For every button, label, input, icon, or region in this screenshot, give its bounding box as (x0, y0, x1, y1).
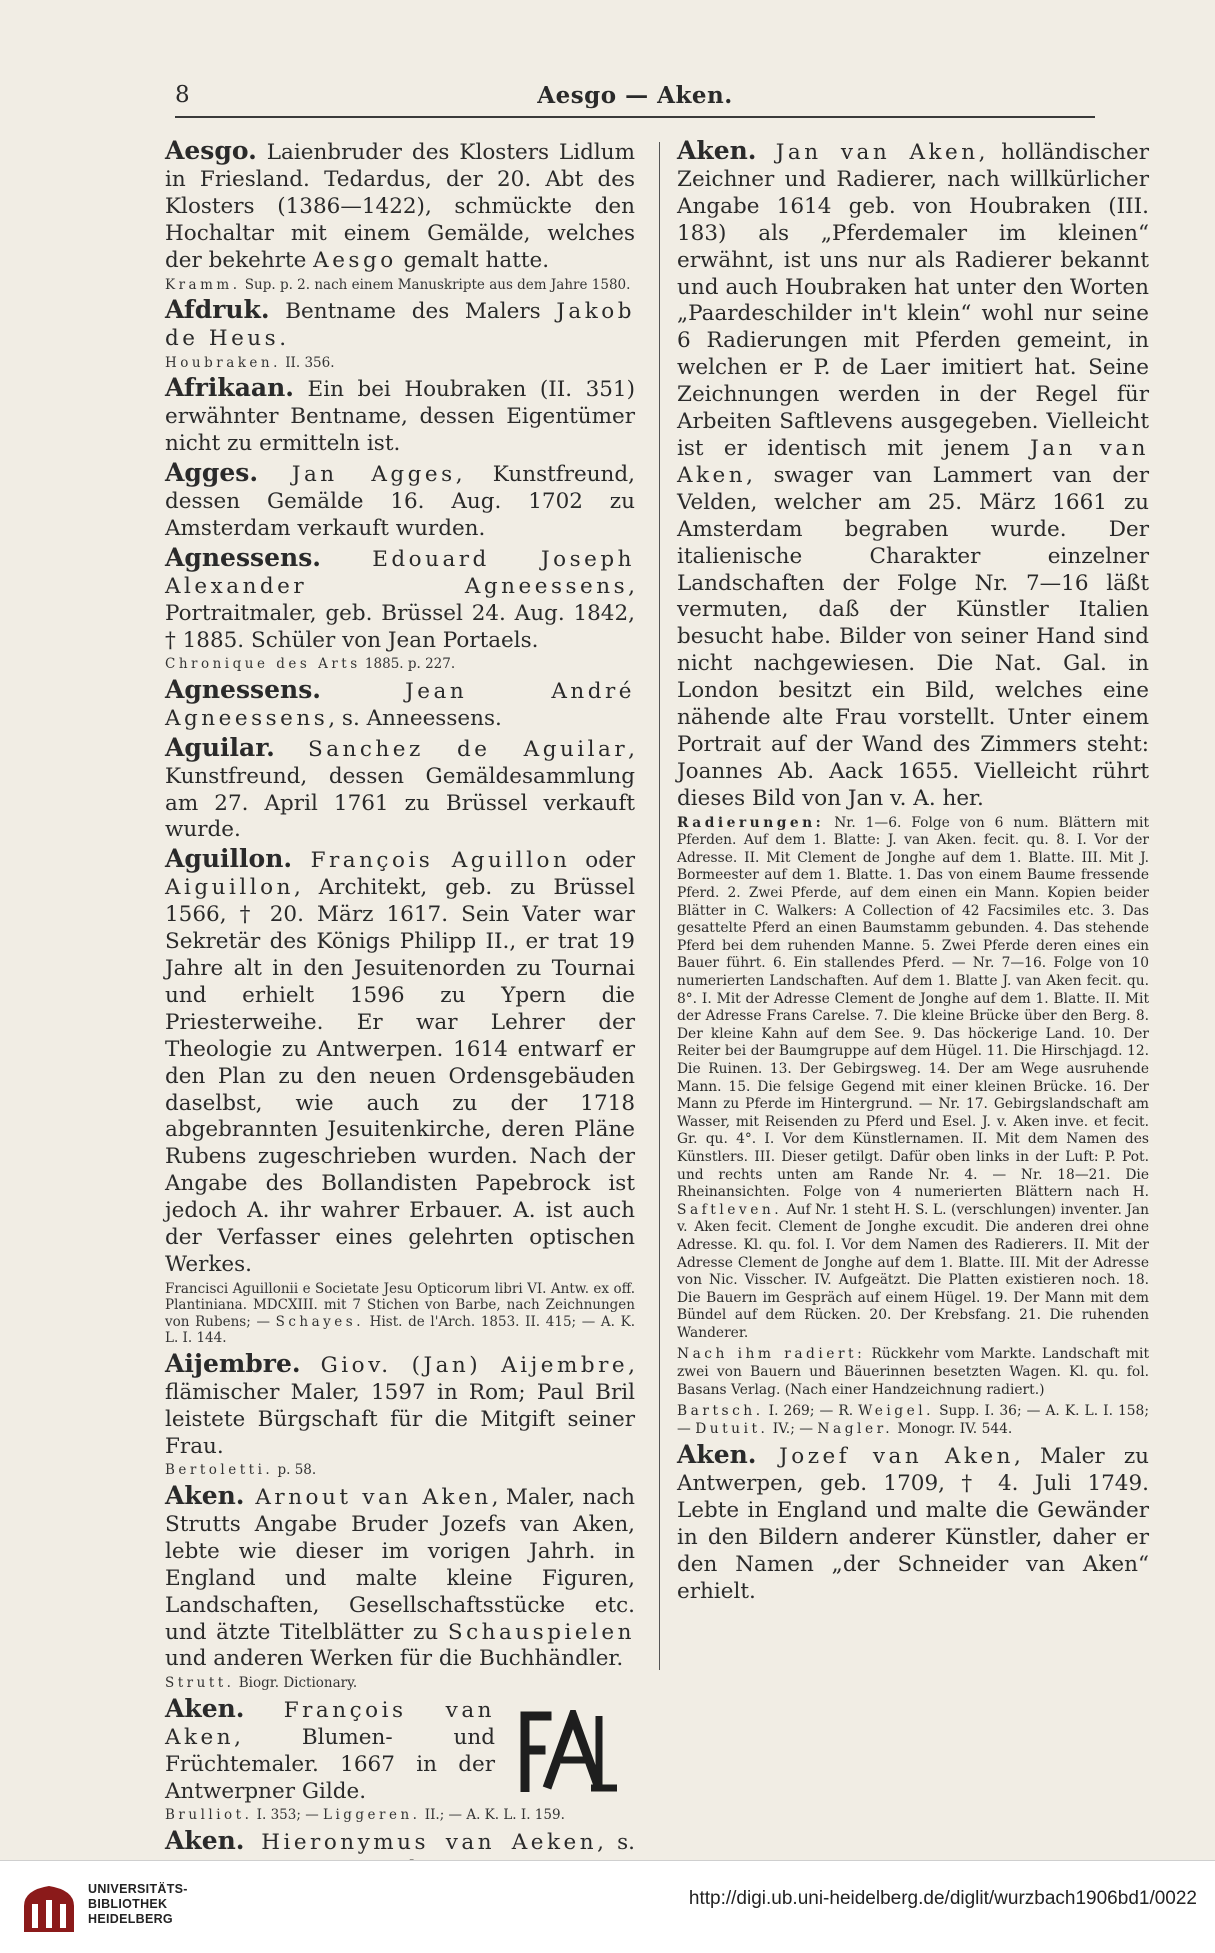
page-header (175, 82, 1095, 114)
footer-rule (0, 1860, 1215, 1861)
source-note: Kramm. Sup. p. 2. nach einem Manuskripte aus dem Jahre 1580. (165, 276, 631, 293)
entry-agges: Agges. Jan Agges, Kunstfreund, dessen Gemälde 16. Aug. 1702 zu Amsterdam verkauft wurden. (165, 458, 635, 541)
entry-aijembre: Aijembre. Giov. (Jan) Aijembre, flämischer Maler, 1597 in Rom; Paul Bril leistete Bürgschaft für die Mitgift seiner Frau. (165, 1348, 635, 1459)
running-title: Aesgo — Aken. (537, 82, 733, 109)
entry-aesgo: Aesgo. Laienbruder des Klosters Lidlum in Friesland. Tedardus, der 20. Abt des Klosters (1386—1422), schmückte den Hochaltar mit einem Gemälde, welches der bekehrte Aesgo gemalt hatte. (165, 136, 635, 273)
page-number: 8 (175, 82, 190, 108)
entry-aken-arnout: Aken. Arnout van Aken, Maler, nach Strutts Angabe Bruder Jozefs van Aken, lebte wie dieser im vorigen Jahrh. in England und malte kleine Figuren, Landschaften, Gesellschaftsstücke etc. und ätzte Titelblätter zu Schauspielen und anderen Werken für die Buchhändler. (165, 1480, 635, 1672)
library-name[interactable]: UNIVERSITÄTS- BIBLIOTHEK HEIDELBERG (88, 1882, 188, 1926)
source-note: Strutt. Biogr. Dictionary. (165, 1675, 358, 1692)
entry-aguilar: Aguilar. Sanchez de Aguilar, Kunstfreund, dessen Gemäldesammlung am 27. April 1761 zu Brüssel verkauft wurde. (165, 732, 635, 843)
entry-aken-jan: Aken. Jan van Aken, holländischer Zeichner und Radierer, nach willkürlicher Angabe 1614 geb. von Houbraken (III. 183) als „Pferdemaler im kleinen“ erwähnt, ist uns nur als Radierer bekannt und auch Houbraken hat unter den Worten „Paardeschilder in't klein“ wohl nur seine 6 Radierungen mit Pferden gemeint, in welchen er P. de Laer imitiert hat. Seine Zeichnungen werden in der Regel für Arbeiten Saftlevens ausgegeben. Vielleicht ist er identisch mit jenem Jan van Aken, swager van Lammert van der Velden, welcher am 25. März 1661 zu Amsterdam begraben wurde. Der italienische Charakter einzelner Landschaften der Folge Nr. 7—16 läßt vermuten, daß der Künstler Italien besucht habe. Bilder von seiner Hand sind nicht nachgewiesen. Die Nat. Gal. in London besitzt ein Bild, welches eine nähende alte Frau vorstellt. Unter einem Portrait auf der Wand des Zimmers steht: Joannes Ab. Aack 1655. Vielleicht rührt dieses Bild von Jan v. A. her. (677, 136, 1149, 811)
header-rule (175, 116, 1095, 118)
entry-agnessens-jean: Agnessens. Jean André Agneessens, s. Anneessens. (165, 674, 635, 731)
left-column (165, 138, 635, 1886)
column-divider (659, 142, 660, 1670)
entry-afrikaan: Afrikaan. Ein bei Houbraken (II. 351) erwähnter Bentname, dessen Eigentümer nicht zu ermitteln ist. (165, 373, 635, 457)
entry-agnessens-edouard: Agnessens. Edouard Joseph Alexander Agneessens, Portraitmaler, geb. Brüssel 24. Aug. 1842, † 1885. Schüler von Jean Portaels. (165, 542, 635, 653)
viewer-footer (0, 1860, 1215, 1953)
source-note: Bartsch. I. 269; — R. Weigel. Supp. I. 36; — A. K. L. I. 158; — Dutuit. IV.; — Nagler. Monogr. IV. 544. (677, 1403, 1149, 1437)
source-note: Francisci Aguillonii e Societate Jesu Opticorum libri VI. Antw. ex off. Plantiniana. MDCXIII. mit 7 Stichen von Barbe, nach Zeichnungen von Rubens; — Schayes. Hist. de l'Arch. 1853. II. 415; — A. K. L. I. 144. (165, 1280, 636, 1347)
entry-aguillon: Aguillon. François Aguillon oder Aiguillon, Architekt, geb. zu Brüssel 1566, † 20. März 1617. Sein Vater war Sekretär des Königs Philipp II., er trat 19 Jahre alt in den Jesuitenorden zu Tournai und erhielt 1596 zu Ypern die Priesterweihe. Er war Lehrer der Theologie zu Antwerpen. 1614 entwarf er den Plan zu den neuen Ordensgebäuden daselbst, wie auch zu der 1718 abgebrannten Jesuitenkirche, deren Pläne Rubens zugeschrieben wurden. Nach der Angabe des Bollandisten Papebrock ist jedoch A. ihr wahrer Erbauer. A. ist auch der Verfasser eines gelehrten optischen Werkes. (165, 844, 636, 1277)
entry-aken-jozef: Aken. Jozef van Aken, Maler zu Antwerpen, geb. 1709, † 4. Juli 1749. Lebte in England und malte die Gewänder in den Bildern anderer Künstler, daher er den Namen „der Schneider van Aken“ erhielt. (677, 1440, 1150, 1604)
entry-aken-hieronymus: Aken. Hieronymus van Aeken, s. (165, 1825, 635, 1855)
source-note: Chronique des Arts 1885. p. 227. (165, 656, 456, 673)
entry-afdruk: Afdruk. Bentname des Malers Jakob de Heus. (165, 295, 635, 351)
source-note: Brulliot. I. 353; — Liggeren. II.; — A. K. L. I. 159. (165, 1807, 565, 1824)
entry-aken-francois: Aken. François van Aken, Blumen- und Früchtemaler. 1667 in der Antwerpner Gilde. (165, 1693, 495, 1804)
university-library-logo-icon[interactable] (20, 1882, 78, 1936)
source-note: Houbraken. II. 356. (165, 354, 335, 371)
radierungen-list: Radierungen: Nr. 1—6. Folge von 6 num. Blättern mit Pferden. Auf dem 1. Blatte: J. van Aken. fecit. qu. 8. I. Vor der Adresse. II. Mit Clement de Jonghe auf dem 1. Blatte. III. Mit J. Bormeester auf dem 1. Blatte. 1. Das von einem Baume fressende Pferd. 2. Zwei Pferde, auf dem einen ein Mann. Kopien beider Blätter in C. Walkers: A Collection of 42 Facsimiles etc. 3. Das gesattelte Pferd an einen Baumstamm gebunden. 4. Das stehende Pferd bei dem ruhenden Manne. 5. Zwei Pferde deren eines ein Bauer führt. 6. Ein stallendes Pferd. — Nr. 7—16. Folge von 10 numerierten Landschaften. Auf dem 1. Blatte J. van Aken fecit. qu. 8°. I. Mit der Adresse Clement de Jonghe auf dem 1. Blatte. II. Mit der Adresse Frans Carelse. 7. Die kleine Brücke über den Berg. 8. Der kleine Kahn auf dem See. 9. Das höckerige Land. 10. Der Reiter bei der Baumgruppe auf dem Hügel. 11. Die Hirschjagd. 12. Die Ruinen. 13. Der Gebirgsweg. 14. Der am Wege ausruhende Mann. 15. Die felsige Gegend mit einer kleinen Brücke. 16. Der Mann zu Pferde im Hintergrund. — Nr. 17. Gebirgslandschaft am Wasser, mit Reisenden zu Pferd und Esel. J. v. Aken inve. et fecit. Gr. qu. 4°. I. Vor dem Künstlernamen. II. Mit dem Namen des Künstlers. III. Dieser getilgt. Dafür oben links in der Luft: P. Pot. und rechts unten am Rande Nr. 4. — Nr. 18—21. Die Rheinansichten. Folge von 4 numerierten Blättern nach H. Saftleven. Auf Nr. 1 steht H. S. L. (verschlungen) inventer. Jan v. Aken fecit. Clement de Jonghe excudit. Die anderen drei ohne Adresse. Kl. qu. fol. I. Vor dem Namen des Radierers. II. Mit der Adresse Clement de Jonghe auf dem 1. Blatte. III. Mit der Adresse von Nic. Visscher. IV. Aufgeätzt. Die Platten existieren noch. 18. Die Bauern im Gespräch auf einem Hügel. 19. Der Mann mit dem Bündel auf dem Rücken. 20. Der Krebsfang. 21. Die ruhenden Wanderer. (677, 814, 1149, 1341)
permalink-url[interactable]: http://digi.ub.uni-heidelberg.de/diglit/wurzbach1906bd1/0022 (688, 1888, 1197, 1909)
right-column (677, 138, 1149, 1608)
fa-monogram-icon (517, 1710, 625, 1792)
nach-ihm-radiert: Nach ihm radiert: Rückkehr vom Markte. Landschaft mit zwei von Bauern und Bäuerinnen besetzten Wagen. Kl. qu. fol. Basans Verlag. (Nach einer Handzeichnung radiert.) (677, 1346, 1149, 1398)
francois-entry-block (165, 1693, 635, 1824)
source-note: Bertoletti. p. 58. (165, 1462, 317, 1479)
